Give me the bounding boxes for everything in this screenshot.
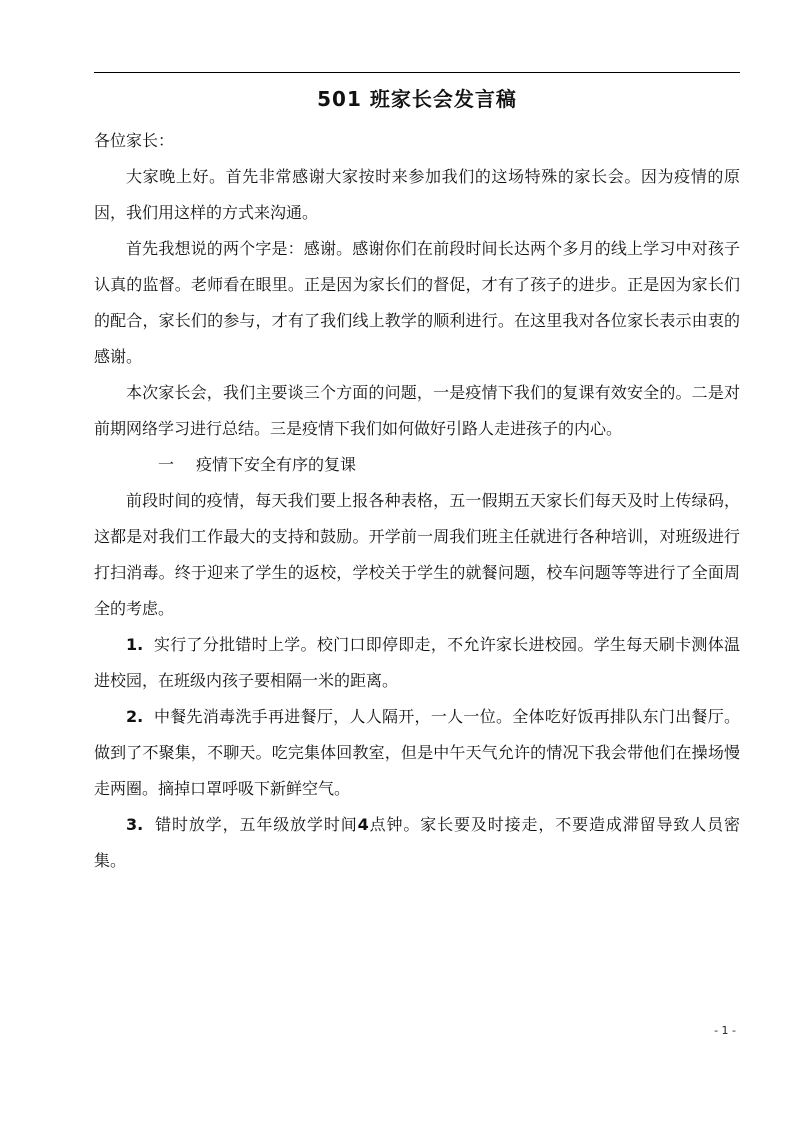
list-item-text: 中餐先消毒洗手再进餐厅，人人隔开，一人一位。全体吃好饭再排队东门出餐厅。做到了不聚集，不聊天。吃完集体回教室，但是中午天气允许的情况下我会带他们在操场慢走两圈。摘掉口罩呼吸下新鲜空气。 (94, 707, 740, 798)
document-title: 501 班家长会发言稿 (317, 87, 517, 111)
section-heading (94, 447, 740, 483)
section-heading-number: 一 (158, 455, 175, 474)
header-rule (94, 72, 740, 73)
list-item-text: 实行了分批错时上学。校门口即停即走，不允许家长进校园。学生每天刷卡测体温进校园，在班级内孩子要相隔一米的距离。 (94, 635, 740, 690)
list-item-number: 3. (126, 815, 144, 834)
list-item-text-after: 点钟。家长要及时接走，不要造成滞留导致人员密集。 (94, 815, 740, 870)
paragraph-thanks: 首先我想说的两个字是：感谢。感谢你们在前段时间长达两个多月的线上学习中对孩子认真的监督。老师看在眼里。正是因为家长们的督促，才有了孩子的进步。正是因为家长们的配合，家长们的参与，才有了我们线上教学的顺利进行。在这里我对各位家长表示由衷的感谢。 (94, 239, 740, 366)
paragraph-background: 前段时间的疫情，每天我们要上报各种表格，五一假期五天家长们每天及时上传绿码，这都是对我们工作最大的支持和鼓励。开学前一周我们班主任就进行各种培训，对班级进行打扫消毒。终于迎来了学生的返校，学校关于学生的就餐问题，校车问题等等进行了全面周全的考虑。 (94, 491, 740, 618)
document-body (94, 123, 740, 879)
paragraph-greeting: 大家晚上好。首先非常感谢大家按时来参加我们的这场特殊的家长会。因为疫情的原因，我们用这样的方式来沟通。 (94, 167, 740, 222)
list-item-number: 1. (126, 635, 144, 654)
section-heading-text: 疫情下安全有序的复课 (196, 455, 357, 474)
list-item-number: 2. (126, 707, 144, 726)
list-item-text: 错时放学，五年级放学时间 (155, 815, 358, 834)
list-item-inline-number: 4 (357, 815, 369, 834)
page-number: - 1 - (714, 1024, 736, 1037)
list-item (94, 627, 740, 699)
list-item (94, 699, 740, 807)
list-item (94, 807, 740, 879)
salutation: 各位家长： (94, 131, 175, 150)
paragraph-agenda: 本次家长会，我们主要谈三个方面的问题，一是疫情下我们的复课有效安全的。二是对前期网络学习进行总结。三是疫情下我们如何做好引路人走进孩子的内心。 (94, 383, 740, 438)
